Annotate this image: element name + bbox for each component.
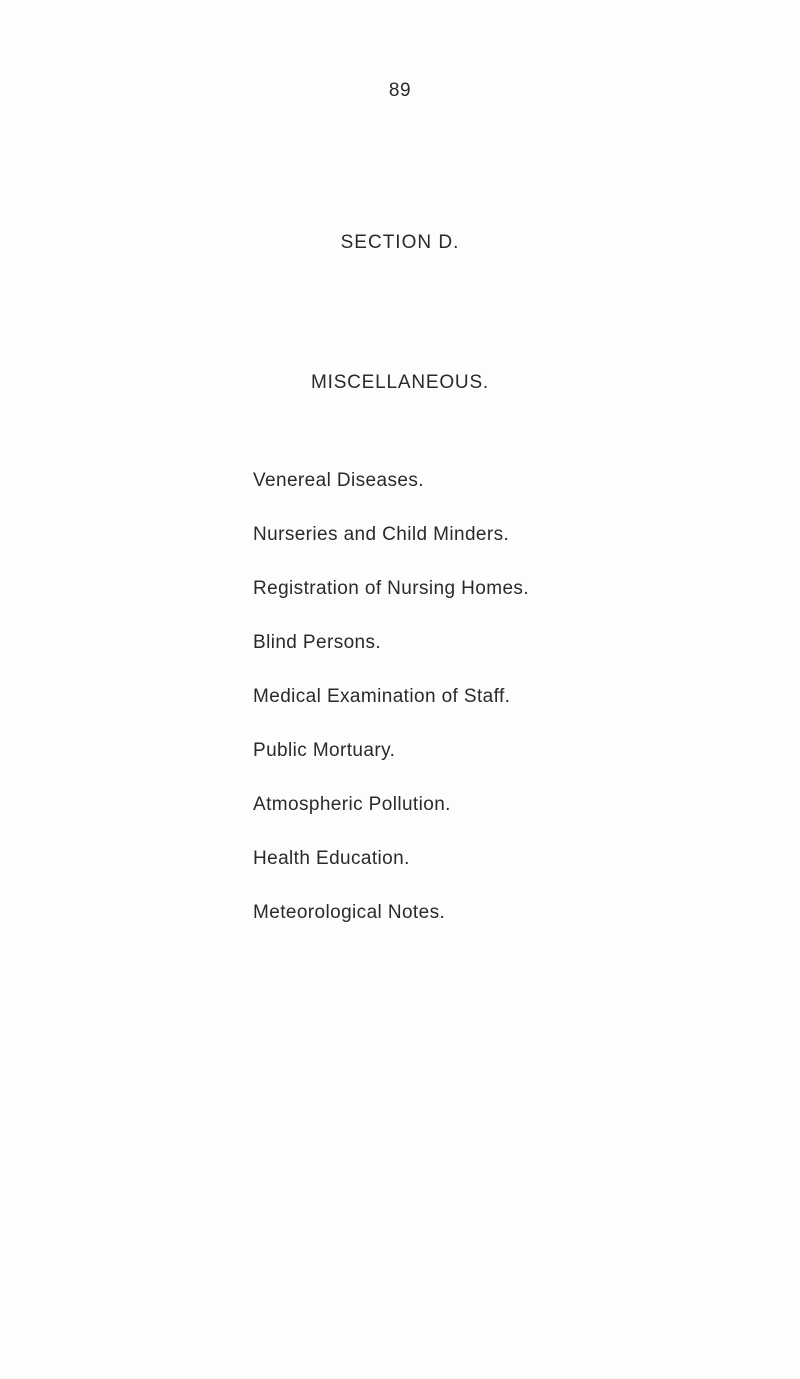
contents-list [253, 470, 529, 956]
list-item: Blind Persons. [253, 632, 382, 653]
list-item: Health Education. [253, 848, 410, 869]
section-heading: SECTION D. [340, 232, 460, 253]
list-item: Venereal Diseases. [253, 470, 424, 491]
list-item: Nurseries and Child Minders. [253, 524, 510, 545]
page-title: MISCELLANEOUS. [310, 372, 490, 393]
list-item: Medical Examination of Staff. [253, 686, 511, 707]
page-number: 89 [388, 80, 412, 101]
list-item: Meteorological Notes. [253, 902, 446, 923]
list-item: Public Mortuary. [253, 740, 396, 761]
list-item: Atmospheric Pollution. [253, 794, 451, 815]
list-item: Registration of Nursing Homes. [253, 578, 529, 599]
